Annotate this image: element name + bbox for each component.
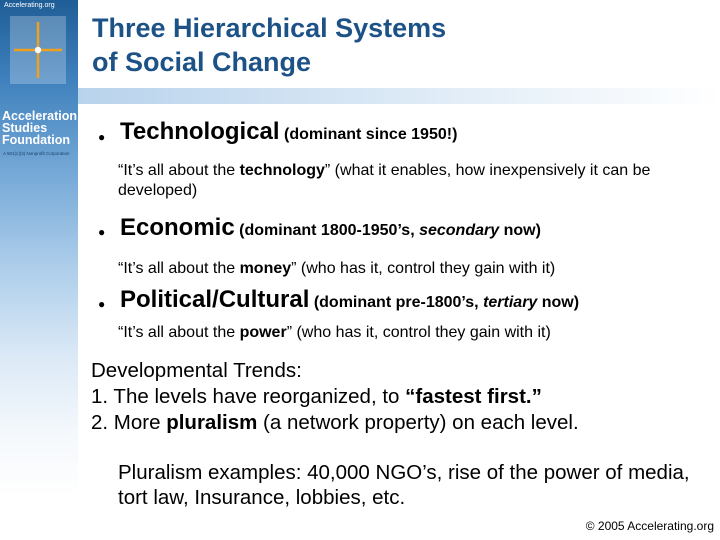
item-description [118,161,698,201]
item-paren [239,222,541,239]
bullet-icon: ● [98,225,106,239]
trend-text: (a network property) on each level. [257,411,579,434]
bullet-icon: ● [98,130,106,144]
city: New York [6,508,53,520]
item-economic [120,214,541,242]
slide-title [92,11,446,79]
paren-italic: secondary [419,222,500,239]
sidebar [0,0,78,540]
desc-bold: technology [239,162,325,179]
item-technological [120,118,457,146]
foundation-subtitle: A 501(c)(3) Nonprofit Corporation [3,151,70,156]
item-name: Economic [120,214,235,241]
item-name: Technological [120,118,280,145]
city: Palo Alto [6,523,50,535]
paren-text: now) [499,222,541,239]
desc-text: “It’s all about the [118,324,240,341]
trend-item [91,384,711,410]
item-paren [314,294,579,311]
item-name: Political/Cultural [120,286,310,313]
developmental-trends [91,358,711,436]
item-description [118,323,698,343]
title-line: of Social Change [92,47,312,77]
site-url: Accelerating.org [4,2,55,9]
title-line: Three Hierarchical Systems [92,13,447,43]
desc-text: “It’s all about the [118,260,240,277]
paren-text: now) [537,294,580,311]
desc-bold: power [239,324,287,341]
trends-heading: Developmental Trends: [91,359,302,382]
trend-text: 2. More [91,411,167,434]
city-list [6,492,66,537]
trend-bold: pluralism [166,411,258,434]
desc-text: ” (who has it, control they gain with it) [286,324,551,341]
brand-line: Studies [2,121,48,135]
item-description [118,259,698,279]
copyright: © 2005 Accelerating.org [585,519,714,533]
trend-text: 1. The levels have reorganized, to [91,385,406,408]
foundation-logo-icon [10,16,66,84]
foundation-name [2,110,78,146]
brand-line: Foundation [2,133,71,147]
paren-italic: tertiary [483,294,538,311]
paren-text: (dominant 1800-1950’s, [239,222,420,239]
trend-bold: “fastest first.” [405,385,542,408]
bullet-icon: ● [98,297,106,311]
desc-text: “It’s all about the [118,162,240,179]
brand-line: Acceleration [2,109,78,123]
item-paren: (dominant since 1950!) [284,126,458,143]
paren-text: (dominant pre-1800’s, [313,294,484,311]
pluralism-examples: Pluralism examples: 40,000 NGO’s, rise of the power of media, tort law, Insurance, lobbies, etc. [118,461,690,509]
desc-text: ” (who has it, control they gain with it) [291,260,556,277]
desc-text: ” (what it enables, how inexpensively it can be developed) [118,162,651,199]
desc-bold: money [239,260,292,277]
city: Los Angeles [6,493,66,505]
title-divider-bar [78,88,720,104]
item-political-cultural [120,286,579,314]
trend-item [91,410,711,436]
